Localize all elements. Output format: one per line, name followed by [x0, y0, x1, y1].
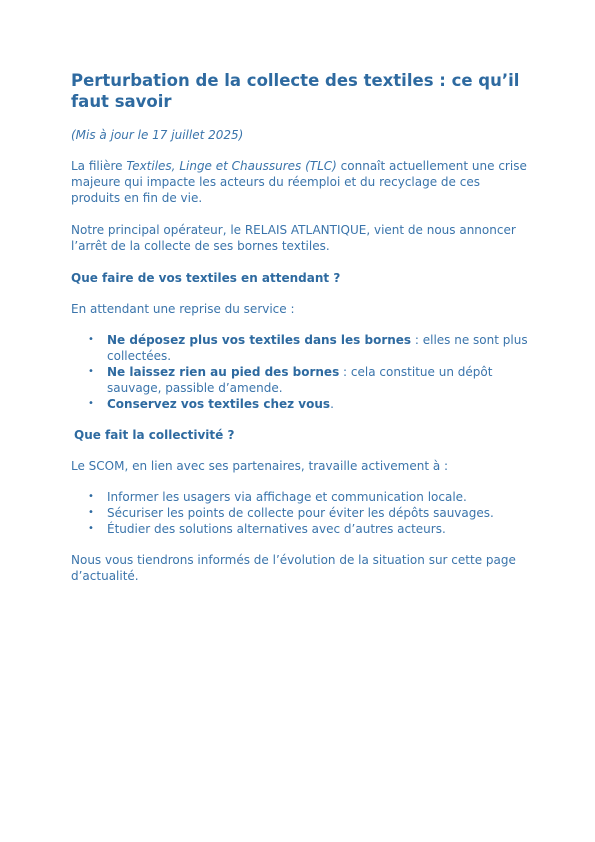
list-item-bold: Conservez vos textiles chez vous	[107, 397, 331, 411]
article-body	[71, 70, 531, 584]
intro-italic: Textiles, Linge et Chaussures (TLC)	[126, 159, 337, 173]
list-item-bold: Ne déposez plus vos textiles dans les bornes	[107, 333, 412, 347]
bullet-icon: •	[88, 491, 94, 502]
section-heading-what-to-do: Que faire de vos textiles en attendant ?	[71, 271, 341, 285]
instructions-list	[71, 332, 531, 412]
section2-lead: Le SCOM, en lien avec ses partenaires, travaille activement à :	[71, 459, 449, 473]
intro-suffix: connaît actuellement une crise majeure qui impacte les acteurs du réemploi et du recyclage de ces produits en fin de vie.	[71, 159, 527, 205]
bullet-icon: •	[88, 366, 94, 377]
list-item-text: : cela constitue un dépôt sauvage, passible d’amende.	[107, 365, 493, 395]
article-title: Perturbation de la collecte des textiles : ce qu’il faut savoir	[71, 71, 520, 111]
list-item-bold: Ne laissez rien au pied des bornes	[107, 365, 340, 379]
list-item-text: Informer les usagers via affichage et communication locale.	[107, 490, 467, 504]
list-item	[88, 505, 531, 521]
closing-paragraph: Nous vous tiendrons informés de l’évolution de la situation sur cette page d’actualité.	[71, 553, 516, 583]
list-item	[88, 521, 531, 537]
list-item-text: .	[330, 397, 334, 411]
bullet-icon: •	[88, 523, 94, 534]
bullet-icon: •	[88, 507, 94, 518]
intro-prefix: La filière	[71, 159, 127, 173]
section1-lead: En attendant une reprise du service :	[71, 302, 295, 316]
list-item	[88, 489, 531, 505]
section-heading-what-collectivity-does: Que fait la collectivité ?	[74, 428, 235, 442]
list-item	[88, 364, 531, 396]
bullet-icon: •	[88, 334, 94, 345]
intro-paragraph	[71, 158, 531, 206]
list-item-text: Étudier des solutions alternatives avec d’autres acteurs.	[107, 522, 446, 536]
operator-paragraph: Notre principal opérateur, le RELAIS ATLANTIQUE, vient de nous annoncer l’arrêt de la collecte de ses bornes textiles.	[71, 223, 516, 253]
actions-list	[71, 489, 531, 537]
list-item	[88, 332, 531, 364]
list-item	[88, 396, 531, 412]
bullet-icon: •	[88, 398, 94, 409]
list-item-text: : elles ne sont plus collectées.	[107, 333, 528, 363]
list-item-text: Sécuriser les points de collecte pour éviter les dépôts sauvages.	[107, 506, 494, 520]
update-note: (Mis à jour le 17 juillet 2025)	[71, 128, 244, 142]
